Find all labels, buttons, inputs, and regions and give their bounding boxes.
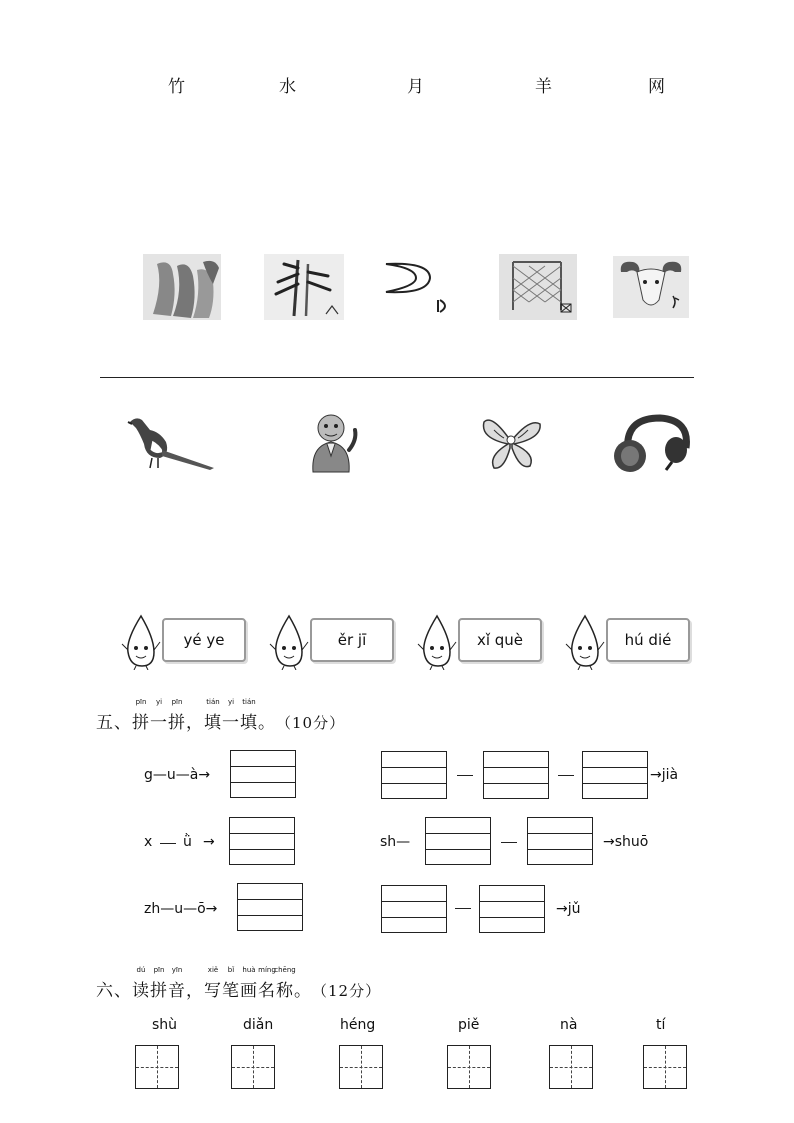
water-drop-mascot-icon <box>564 614 606 670</box>
pinyin-card-label: xǐ què <box>458 618 542 662</box>
match-char-3: 月 <box>407 77 424 97</box>
writing-grid-4[interactable] <box>447 1045 491 1089</box>
answer-box-10[interactable] <box>479 885 545 933</box>
pinyin-card-4 <box>564 614 694 670</box>
spell-target-ju: →jǔ <box>556 901 581 917</box>
writing-grid-6[interactable] <box>643 1045 687 1089</box>
answer-box-7[interactable] <box>527 817 593 865</box>
headphones-picture <box>608 412 692 474</box>
section-5-heading: 五、 pīn 拼 yi 一 pīn 拼 ， tián 填 yi 一 tián 填 。（10分） <box>96 698 346 733</box>
match-char-2: 水 <box>279 77 296 97</box>
answer-box-5[interactable] <box>229 817 295 865</box>
answer-box-3[interactable] <box>483 751 549 799</box>
stroke-pinyin-shu: shù <box>152 1017 178 1033</box>
magpie-picture <box>126 414 218 472</box>
section-6-score: （12分） <box>312 982 382 1000</box>
spell-target-jia: →jià <box>650 767 679 783</box>
bamboo-picture <box>264 254 344 320</box>
spell-seq-zhuo: zh—u—ō→ <box>144 901 218 917</box>
answer-box-6[interactable] <box>425 817 491 865</box>
grandpa-picture <box>303 410 365 474</box>
match-char-5: 网 <box>648 77 665 97</box>
water-drop-mascot-icon <box>120 614 162 670</box>
writing-grid-2[interactable] <box>231 1045 275 1089</box>
butterfly-picture <box>478 412 544 472</box>
moon-picture <box>382 258 458 316</box>
pinyin-card-3 <box>416 614 546 670</box>
answer-box-9[interactable] <box>381 885 447 933</box>
pinyin-card-label: ěr jī <box>310 618 394 662</box>
answer-box-4[interactable] <box>582 751 648 799</box>
net-picture <box>499 254 577 320</box>
water-drop-mascot-icon <box>416 614 458 670</box>
stroke-pinyin-na: nà <box>560 1017 578 1033</box>
answer-box-8[interactable] <box>237 883 303 931</box>
spell-seq-xu-u: ǜ <box>183 834 192 850</box>
pinyin-card-label: hú dié <box>606 618 690 662</box>
section-6-heading: 六、 dú 读 pīn 拼 yīn 音 ， xiě 写 bǐ 笔 huà 画 míng 名 chēng 称 。（12分） <box>96 966 382 1001</box>
match-char-4: 羊 <box>535 77 552 97</box>
divider-line <box>100 377 694 378</box>
section-5-number: 五、 <box>96 713 132 733</box>
pinyin-card-label: yé ye <box>162 618 246 662</box>
writing-grid-3[interactable] <box>339 1045 383 1089</box>
answer-box-1[interactable] <box>230 750 296 798</box>
answer-box-2[interactable] <box>381 751 447 799</box>
section-5-score: （10分） <box>276 714 346 732</box>
spell-seq-xu-x: x <box>144 834 153 850</box>
stroke-pinyin-heng: héng <box>340 1017 376 1033</box>
match-char-1: 竹 <box>168 77 185 97</box>
spell-seq-shuo-sh: sh— <box>380 834 411 850</box>
spell-seq-gua: g—u—à→ <box>144 767 211 783</box>
stroke-pinyin-ti: tí <box>656 1017 666 1033</box>
writing-grid-5[interactable] <box>549 1045 593 1089</box>
water-picture <box>143 254 221 320</box>
stroke-pinyin-pie: piě <box>458 1017 480 1033</box>
water-drop-mascot-icon <box>268 614 310 670</box>
pinyin-card-2 <box>268 614 398 670</box>
section-6-number: 六、 <box>96 981 132 1001</box>
stroke-pinyin-dian: diǎn <box>243 1017 274 1033</box>
writing-grid-1[interactable] <box>135 1045 179 1089</box>
sheep-picture <box>613 256 689 318</box>
pinyin-card-1 <box>120 614 250 670</box>
spell-target-shuo: →shuō <box>603 834 649 850</box>
